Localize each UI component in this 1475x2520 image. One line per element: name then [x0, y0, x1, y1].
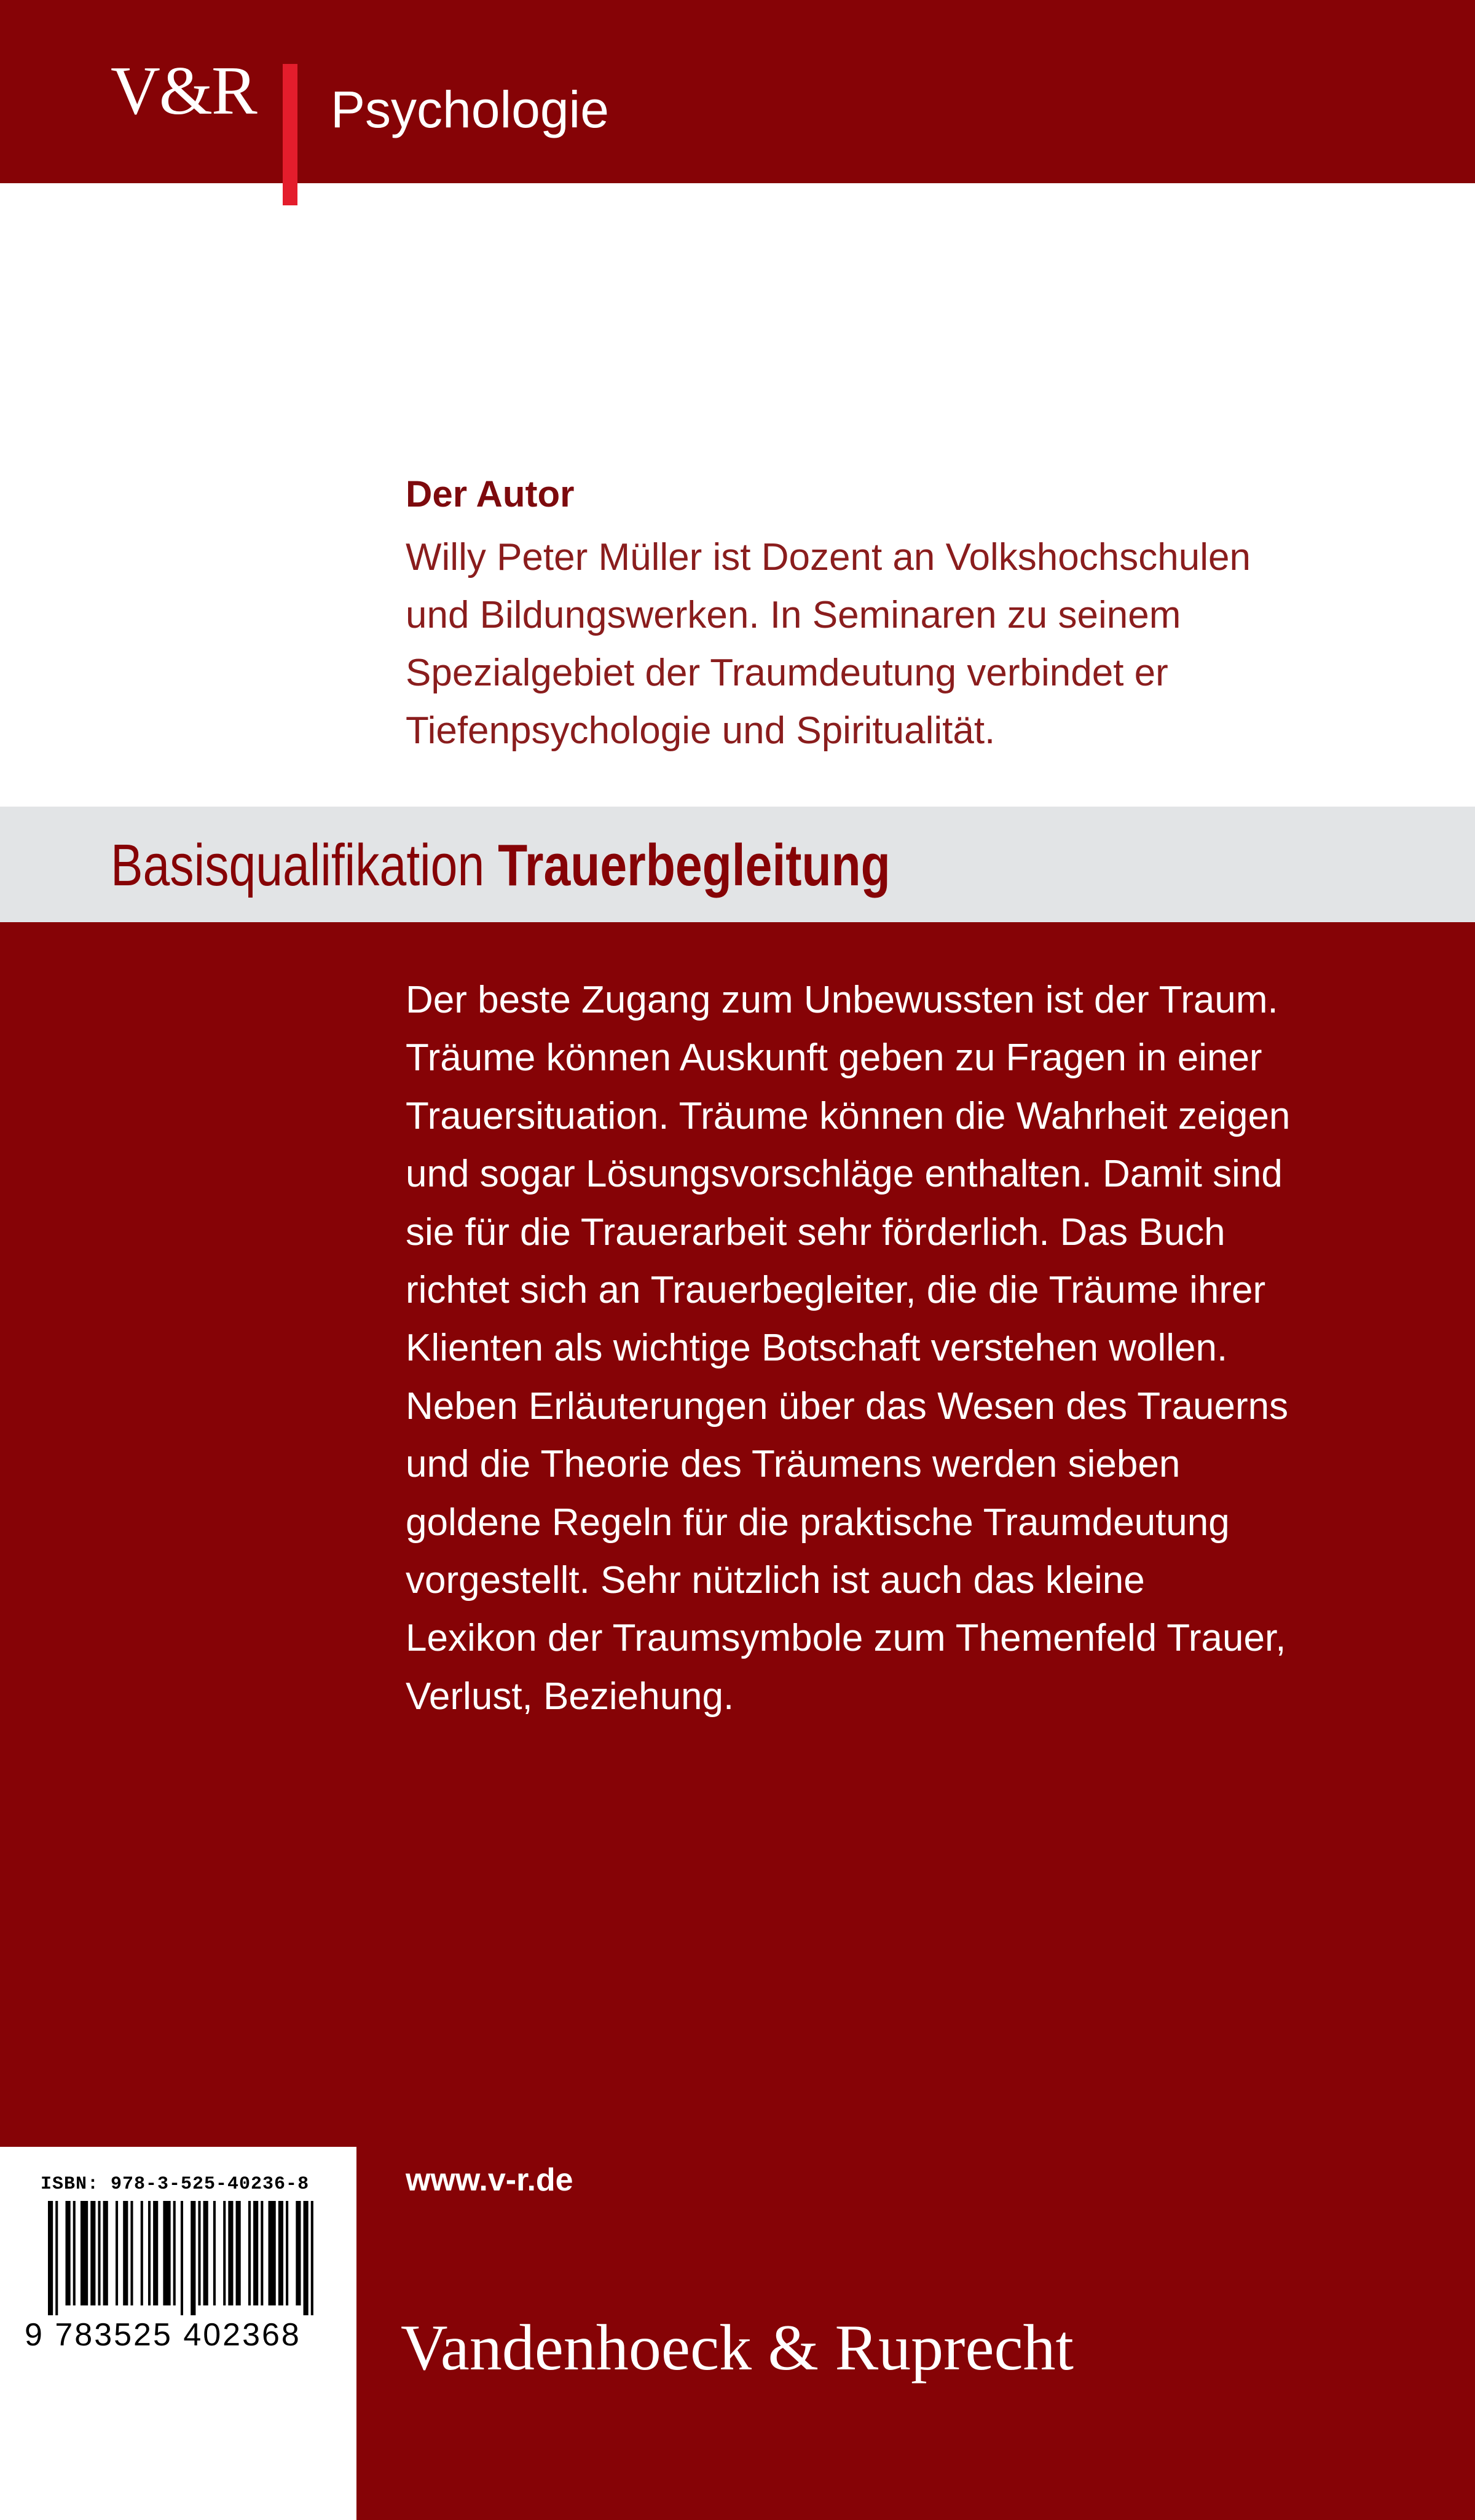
barcode-bar	[130, 2201, 133, 2305]
author-bio	[406, 529, 1389, 760]
author-line: und Bildungswerken. In Seminaren zu seinem	[406, 594, 1181, 636]
barcode-bar	[81, 2201, 88, 2305]
barcode-bar	[163, 2201, 170, 2305]
barcode-bar	[213, 2201, 216, 2305]
barcode-bar	[248, 2201, 251, 2305]
barcode-bar	[173, 2201, 176, 2305]
accent-divider	[283, 64, 297, 205]
blurb-line: Der beste Zugang zum Unbewussten ist der Traum.	[406, 979, 1278, 1021]
blurb-line: Träume können Auskunft geben zu Fragen in einer	[406, 1037, 1262, 1080]
barcode-bar	[141, 2201, 143, 2305]
barcode-image	[48, 2201, 318, 2315]
series-title	[111, 832, 891, 898]
author-heading: Der Autor	[406, 473, 575, 515]
barcode-bar	[304, 2201, 309, 2315]
blurb-line: Verlust, Beziehung.	[406, 1675, 734, 1718]
blurb-line: Lexikon der Traumsymbole zum Themenfeld Trauer,	[406, 1617, 1286, 1660]
barcode-bar	[228, 2201, 233, 2305]
barcode-bar	[55, 2201, 58, 2315]
barcode-bar	[286, 2201, 288, 2305]
author-line: Spezialgebiet der Traumdeutung verbindet er	[406, 652, 1168, 694]
publisher-logo: V&R	[111, 53, 256, 129]
barcode-bar	[116, 2201, 118, 2305]
barcode-bar	[253, 2201, 258, 2305]
series-name: Trauerbegleitung	[498, 832, 891, 898]
category-label: Psychologie	[331, 81, 609, 138]
blurb-line: vorgestellt. Sehr nützlich ist auch das kleine	[406, 1559, 1145, 1602]
barcode-bar	[98, 2201, 100, 2305]
book-blurb	[406, 971, 1401, 1726]
barcode-bar	[153, 2201, 158, 2305]
barcode-bar	[123, 2201, 128, 2305]
barcode-bar	[269, 2201, 276, 2305]
series-prefix: Basisqualifikation	[111, 832, 485, 898]
barcode-bar	[103, 2201, 108, 2305]
barcode-bar	[278, 2201, 283, 2305]
barcode-bar	[203, 2201, 208, 2305]
author-line: Willy Peter Müller ist Dozent an Volkshochschulen	[406, 536, 1251, 579]
barcode-bar	[198, 2201, 200, 2305]
author-line: Tiefenpsychologie und Spiritualität.	[406, 709, 996, 752]
barcode-bar	[311, 2201, 313, 2315]
blurb-line: Klienten als wichtige Botschaft verstehen wollen.	[406, 1327, 1228, 1370]
blurb-line: sie für die Trauerarbeit sehr förderlich. Das Buch	[406, 1211, 1225, 1254]
barcode-bar	[191, 2201, 195, 2315]
barcode-bar	[181, 2201, 183, 2315]
barcode-bar	[48, 2201, 53, 2315]
blurb-line: goldene Regeln für die praktische Traumdeutung	[406, 1501, 1230, 1544]
barcode-bar	[261, 2201, 263, 2305]
barcode-bar	[90, 2201, 95, 2305]
barcode-bar	[148, 2201, 151, 2305]
isbn-label: ISBN: 978-3-525-40236-8	[41, 2174, 310, 2195]
website-link[interactable]: www.v-r.de	[406, 2162, 573, 2198]
barcode-bar	[296, 2201, 301, 2305]
blurb-line: Neben Erläuterungen über das Wesen des Trauerns	[406, 1384, 1289, 1428]
publisher-name: Vandenhoeck & Ruprecht	[401, 2312, 1074, 2384]
barcode-bar	[223, 2201, 226, 2305]
barcode-bar	[236, 2201, 241, 2305]
blurb-line: und sogar Lösungsvorschläge enthalten. Damit sind	[406, 1153, 1283, 1196]
blurb-line: richtet sich an Trauerbegleiter, die die Träume ihrer	[406, 1269, 1266, 1312]
barcode-bar	[73, 2201, 76, 2305]
barcode-digits: 9 783525 402368	[25, 2317, 301, 2353]
blurb-line: und die Theorie des Träumens werden sieben	[406, 1443, 1181, 1486]
barcode-bar	[66, 2201, 71, 2305]
blurb-line: Trauersituation. Träume können die Wahrheit zeigen	[406, 1094, 1291, 1137]
